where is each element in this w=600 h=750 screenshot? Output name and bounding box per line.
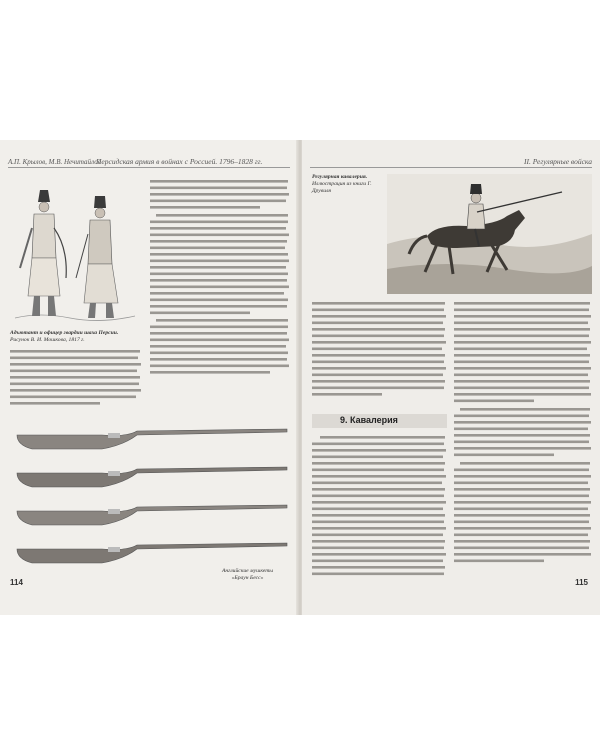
guard-caption-credit: Рисунок В. И. Мошкова, 1817 г. xyxy=(10,337,85,343)
left-text-column-right xyxy=(150,178,290,420)
right-text-column-left-top xyxy=(312,300,447,412)
text-lines xyxy=(10,348,142,410)
right-page-number: 115 xyxy=(575,578,588,587)
header-rule xyxy=(8,167,290,168)
left-page xyxy=(0,140,298,615)
muskets-illustration xyxy=(12,425,292,580)
right-text-column-right xyxy=(454,300,592,577)
muskets-caption-line2: «Браун Бесс» xyxy=(231,575,264,581)
text-lines xyxy=(312,300,447,410)
header-rule xyxy=(310,167,592,168)
section-heading: 9. Кавалерия xyxy=(340,415,398,425)
cavalry-figure-caption xyxy=(312,174,382,195)
running-head-author: А.П. Крылов, М.В. Нечитайлов xyxy=(8,158,101,166)
left-text-block-1 xyxy=(10,348,142,412)
muskets-caption-line1: Английские мушкеты xyxy=(221,568,274,574)
guard-caption-title: Адъютант и офицер гвардии шаха Персии. xyxy=(10,330,119,336)
text-lines xyxy=(150,178,290,418)
right-text-column-left-bottom xyxy=(312,434,447,596)
text-lines xyxy=(454,300,592,575)
guard-officers-illustration xyxy=(10,178,140,328)
text-lines xyxy=(312,434,447,594)
running-head-title: Персидская армия в войнах с Россией. 1796–1828 гг. xyxy=(96,157,263,166)
cavalry-caption-title: Регулярная кавалерия. xyxy=(312,174,368,180)
cavalry-caption-credit: Иллюстрация из книги Г. Друвиля xyxy=(312,181,372,194)
muskets-caption xyxy=(200,568,295,582)
left-page-number: 114 xyxy=(10,578,23,587)
running-head-chapter: II. Регулярные войска xyxy=(523,157,592,166)
cavalry-illustration xyxy=(387,174,592,294)
guard-figure-caption xyxy=(10,330,142,344)
right-page xyxy=(302,140,600,615)
book-spread xyxy=(0,140,600,615)
